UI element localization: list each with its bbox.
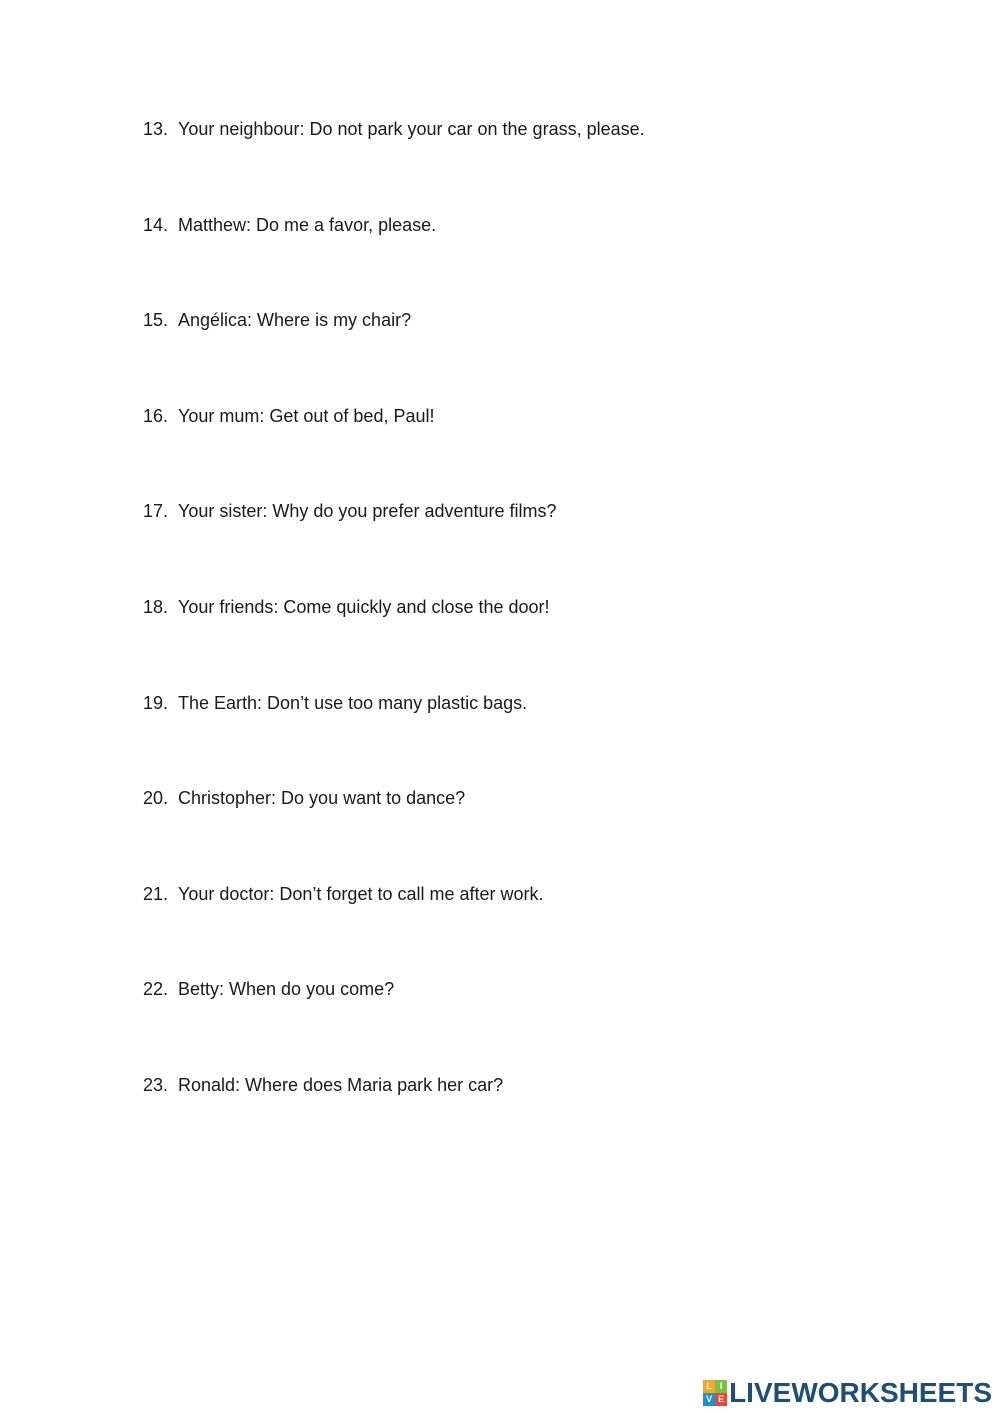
item-number: 20. bbox=[143, 788, 169, 809]
item-number: 18. bbox=[143, 596, 169, 617]
item-number: 14. bbox=[143, 214, 169, 235]
item-text: Your mum: Get out of bed, Paul! bbox=[178, 405, 435, 426]
logo-text: LIVEWORKSHEETS bbox=[729, 1377, 992, 1408]
item-text: Angélica: Where is my chair? bbox=[178, 310, 412, 331]
list-item bbox=[143, 1074, 923, 1170]
liveworksheets-logo-icon bbox=[703, 1380, 727, 1406]
sentence-list bbox=[143, 118, 923, 1170]
list-item bbox=[143, 596, 923, 692]
logo-tile: I bbox=[715, 1380, 727, 1393]
list-item bbox=[143, 978, 923, 1074]
item-text: Your neighbour: Do not park your car on the grass, please. bbox=[178, 119, 645, 139]
list-item bbox=[143, 118, 923, 214]
item-number: 13. bbox=[143, 119, 169, 139]
list-item bbox=[143, 692, 923, 788]
item-number: 15. bbox=[143, 310, 169, 331]
item-text: Ronald: Where does Maria park her car? bbox=[178, 1074, 504, 1095]
list-item bbox=[143, 309, 923, 405]
list-item bbox=[143, 405, 923, 501]
item-number: 22. bbox=[143, 979, 169, 1000]
item-number: 23. bbox=[143, 1074, 169, 1095]
logo-tile: V bbox=[703, 1393, 715, 1406]
item-text: Your sister: Why do you prefer adventure films? bbox=[178, 501, 557, 522]
list-item bbox=[143, 214, 923, 310]
item-text: Your friends: Come quickly and close the door! bbox=[178, 596, 550, 617]
logo-tile: L bbox=[703, 1380, 715, 1393]
item-text: The Earth: Don’t use too many plastic bags. bbox=[178, 692, 528, 713]
item-number: 16. bbox=[143, 405, 169, 426]
item-text: Christopher: Do you want to dance? bbox=[178, 788, 466, 809]
list-item bbox=[143, 787, 923, 883]
liveworksheets-logo bbox=[703, 1378, 992, 1408]
list-item bbox=[143, 883, 923, 979]
logo-tile: E bbox=[715, 1393, 727, 1406]
item-number: 19. bbox=[143, 692, 169, 713]
item-text: Matthew: Do me a favor, please. bbox=[178, 214, 437, 235]
item-number: 21. bbox=[143, 883, 169, 904]
item-text: Your doctor: Don’t forget to call me after work. bbox=[178, 883, 544, 904]
item-number: 17. bbox=[143, 501, 169, 522]
list-item bbox=[143, 500, 923, 596]
item-text: Betty: When do you come? bbox=[178, 979, 395, 1000]
